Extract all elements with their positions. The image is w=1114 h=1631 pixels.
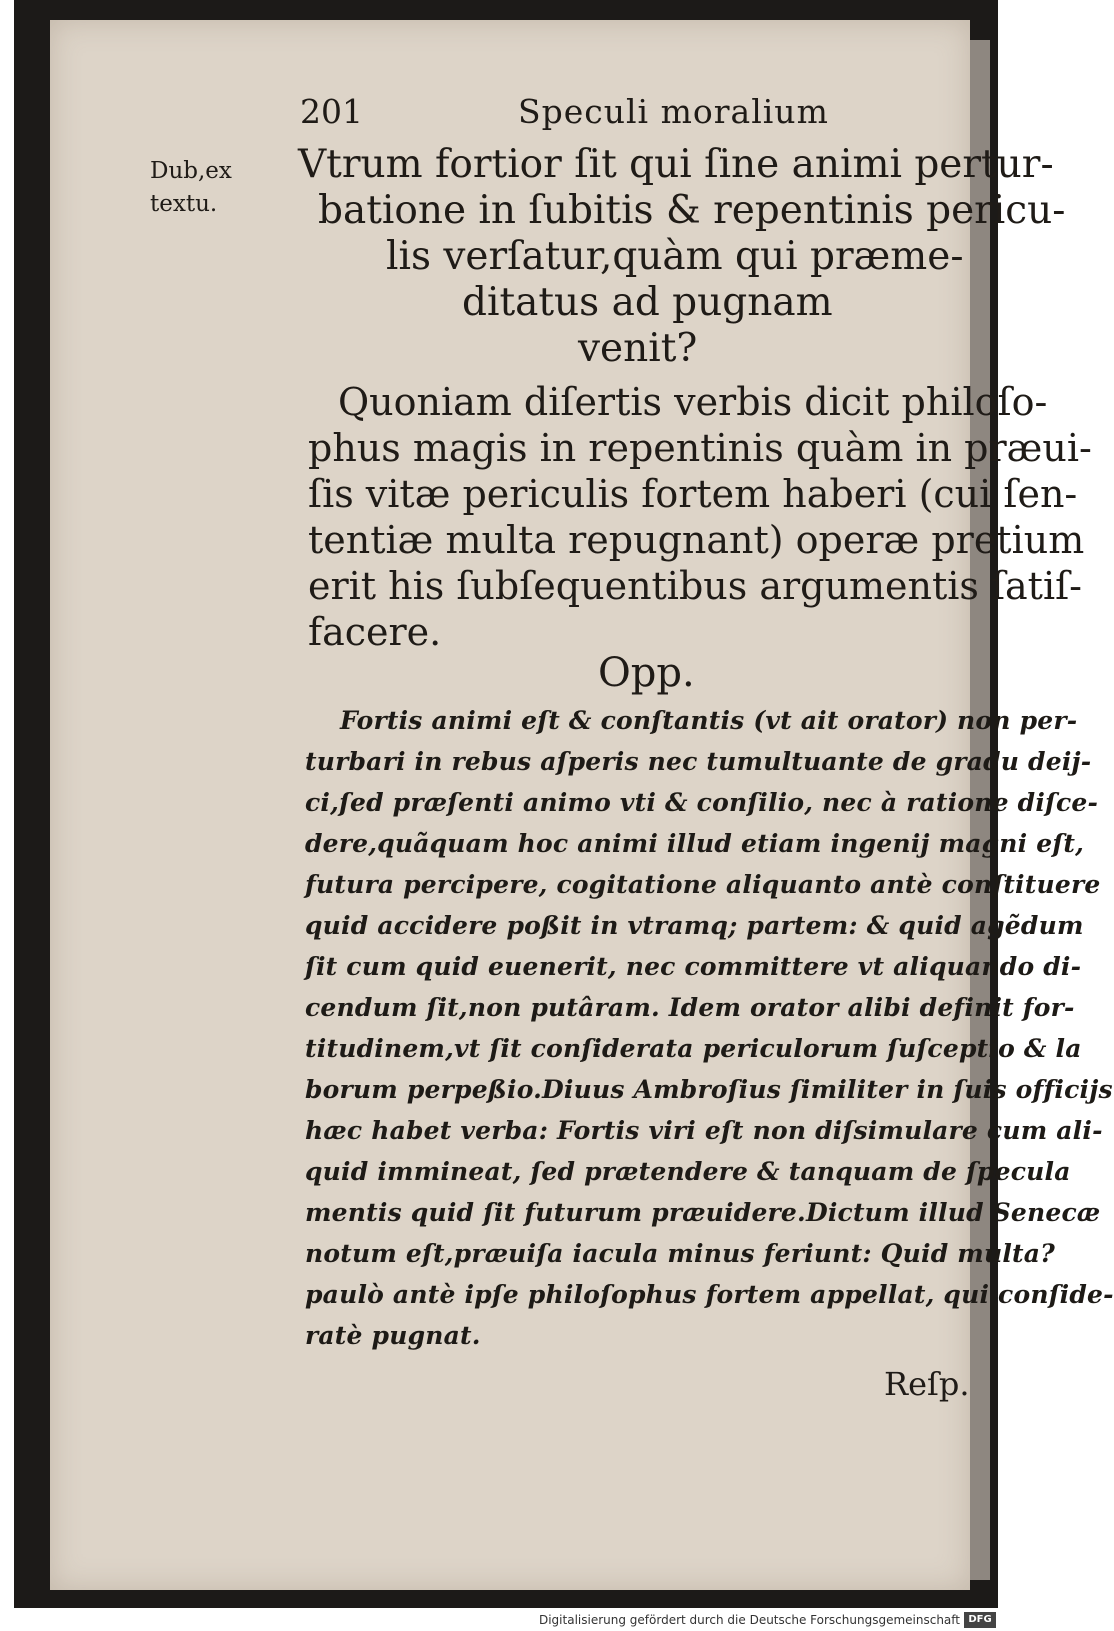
question-title-line: venit?: [578, 326, 698, 371]
italic-text-line: notum eſt,præuiſa iacula minus feriunt: Quid multa?: [305, 1239, 1056, 1268]
page-number: 201: [300, 92, 363, 131]
section-heading: Opp.: [598, 650, 695, 696]
body-text-line: facere.: [308, 610, 442, 654]
italic-text-line: ſit cum quid euenerit, nec committere vt aliquando di-: [305, 952, 1082, 981]
italic-text-line: titudinem,vt ſit conſiderata periculorum ſuſceptio & la: [305, 1034, 1082, 1063]
italic-text-line: hæc habet verba: Fortis viri eſt non diſsimulare cum ali-: [305, 1116, 1103, 1145]
italic-text-line: borum perpeßio.Diuus Ambroſius ſimiliter in ſuis officijs: [305, 1075, 1113, 1104]
running-head: Speculi moralium: [518, 92, 829, 131]
italic-text-line: Fortis animi eſt & conſtantis (vt ait orator) non per-: [340, 706, 1078, 735]
page-header: [300, 92, 860, 142]
body-text-line: erit his ſubſequentibus argumentis ſatiſ-: [308, 564, 1083, 608]
question-title-line: batione in ſubitis & repentinis pericu-: [318, 188, 1066, 233]
body-text-line: ſis vitæ periculis fortem haberi (cui ſen-: [308, 472, 1078, 516]
italic-text-line: mentis quid ſit futurum præuidere.Dictum illud Senecæ: [305, 1198, 1101, 1227]
body-text-line: tentiæ multa repugnant) operæ pretium: [308, 518, 1085, 562]
question-title-line: ditatus ad pugnam: [462, 280, 833, 325]
italic-text-line: ratè pugnat.: [305, 1321, 481, 1350]
margin-note-line: Dub,ex: [150, 158, 232, 184]
margin-note: [150, 155, 270, 221]
italic-text-line: futura percipere, cogitatione aliquanto antè conſtituere: [305, 870, 1101, 899]
footer-credit: Digitalisierung gefördert durch die Deutsche Forschungsgemeinschaft: [538, 1613, 960, 1627]
catchword: Reſp.: [884, 1365, 970, 1403]
question-title-line: Vtrum fortior ſit qui ſine animi pertur-: [298, 142, 1054, 187]
question-title-line: lis verſatur,quàm qui præme-: [386, 234, 964, 279]
footer-bar: [0, 1610, 1000, 1631]
italic-text-line: cendum ſit,non putâram. Idem orator alibi definit for-: [305, 993, 1075, 1022]
italic-text-line: turbari in rebus aſperis nec tumultuante de gradu deij-: [305, 747, 1092, 776]
margin-note-line: textu.: [150, 191, 218, 217]
italic-text-line: quid accidere poßit in vtramq; partem: & quid agẽdum: [305, 911, 1084, 940]
dfg-logo: DFG: [964, 1612, 996, 1628]
italic-text-line: ci,ſed præſenti animo vti & conſilio, nec à ratione diſce-: [305, 788, 1099, 817]
italic-text-line: paulò antè ipſe philoſophus fortem appellat, qui conſide-: [305, 1280, 1114, 1309]
body-text-line: Quoniam diſertis verbis dicit philoſo-: [338, 380, 1048, 424]
body-text-line: phus magis in repentinis quàm in præui-: [308, 426, 1092, 470]
italic-text-line: dere,quãquam hoc animi illud etiam ingenij magni eſt,: [305, 829, 1084, 858]
italic-text-line: quid immineat, ſed prætendere & tanquam de ſpecula: [305, 1157, 1071, 1186]
